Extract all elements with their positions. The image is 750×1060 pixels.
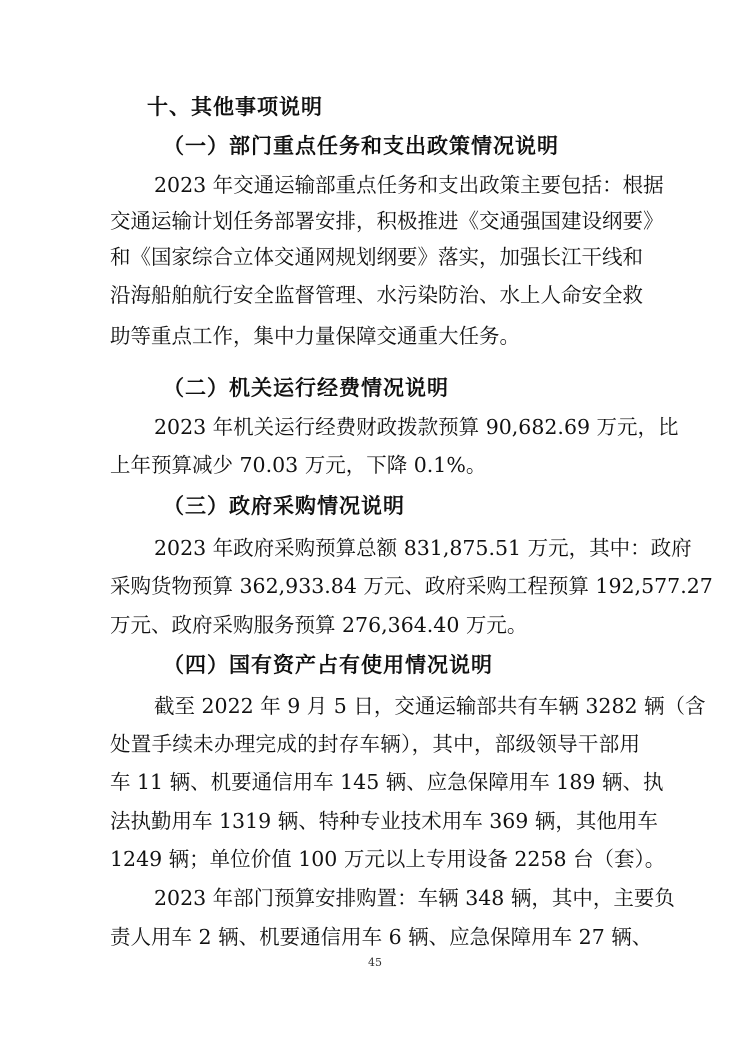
subsection-heading-3: （三）政府采购情况说明 <box>163 494 405 518</box>
paragraph-line: 2023 年政府采购预算总额 831,875.51 万元，其中：政府 <box>154 536 692 560</box>
paragraph-line: 采购货物预算 362,933.84 万元、政府采购工程预算 192,577.27 <box>110 574 713 598</box>
subsection-heading-2: （二）机关运行经费情况说明 <box>163 376 449 400</box>
paragraph-line: 交通运输计划任务部署安排，积极推进《交通强国建设纲要》 <box>110 209 664 233</box>
subsection-heading-4: （四）国有资产占有使用情况说明 <box>163 653 493 677</box>
paragraph-line: 和《国家综合立体交通网规划纲要》落实，加强长江干线和 <box>110 245 643 269</box>
paragraph-line: 责人用车 2 辆、机要通信用车 6 辆、应急保障用车 27 辆、 <box>110 925 653 949</box>
paragraph-line: 2023 年交通运输部重点任务和支出政策主要包括：根据 <box>154 173 664 197</box>
paragraph-line: 法执勤用车 1319 辆、特种专业技术用车 369 辆，其他用车 <box>110 809 658 833</box>
paragraph-line: 沿海船舶航行安全监督管理、水污染防治、水上人命安全救 <box>110 283 643 307</box>
paragraph-line: 截至 2022 年 9 月 5 日，交通运输部共有车辆 3282 辆（含 <box>154 694 706 718</box>
paragraph-line: 处置手续未办理完成的封存车辆），其中，部级领导干部用 <box>110 732 640 756</box>
page-number: 45 <box>368 956 382 969</box>
section-title: 十、其他事项说明 <box>147 95 323 119</box>
paragraph-line: 1249 辆；单位价值 100 万元以上专用设备 2258 台（套）。 <box>110 847 666 871</box>
paragraph-line: 2023 年机关运行经费财政拨款预算 90,682.69 万元，比 <box>154 415 679 439</box>
paragraph-line: 车 11 辆、机要通信用车 145 辆、应急保障用车 189 辆、执 <box>110 770 664 794</box>
paragraph-line: 2023 年部门预算安排购置：车辆 348 辆，其中，主要负 <box>154 886 675 910</box>
subsection-heading-1: （一）部门重点任务和支出政策情况说明 <box>163 134 559 158</box>
paragraph-line: 上年预算减少 70.03 万元，下降 0.1%。 <box>110 453 487 477</box>
paragraph-line: 万元、政府采购服务预算 276,364.40 万元。 <box>110 613 528 637</box>
paragraph-line: 助等重点工作，集中力量保障交通重大任务。 <box>110 324 520 348</box>
